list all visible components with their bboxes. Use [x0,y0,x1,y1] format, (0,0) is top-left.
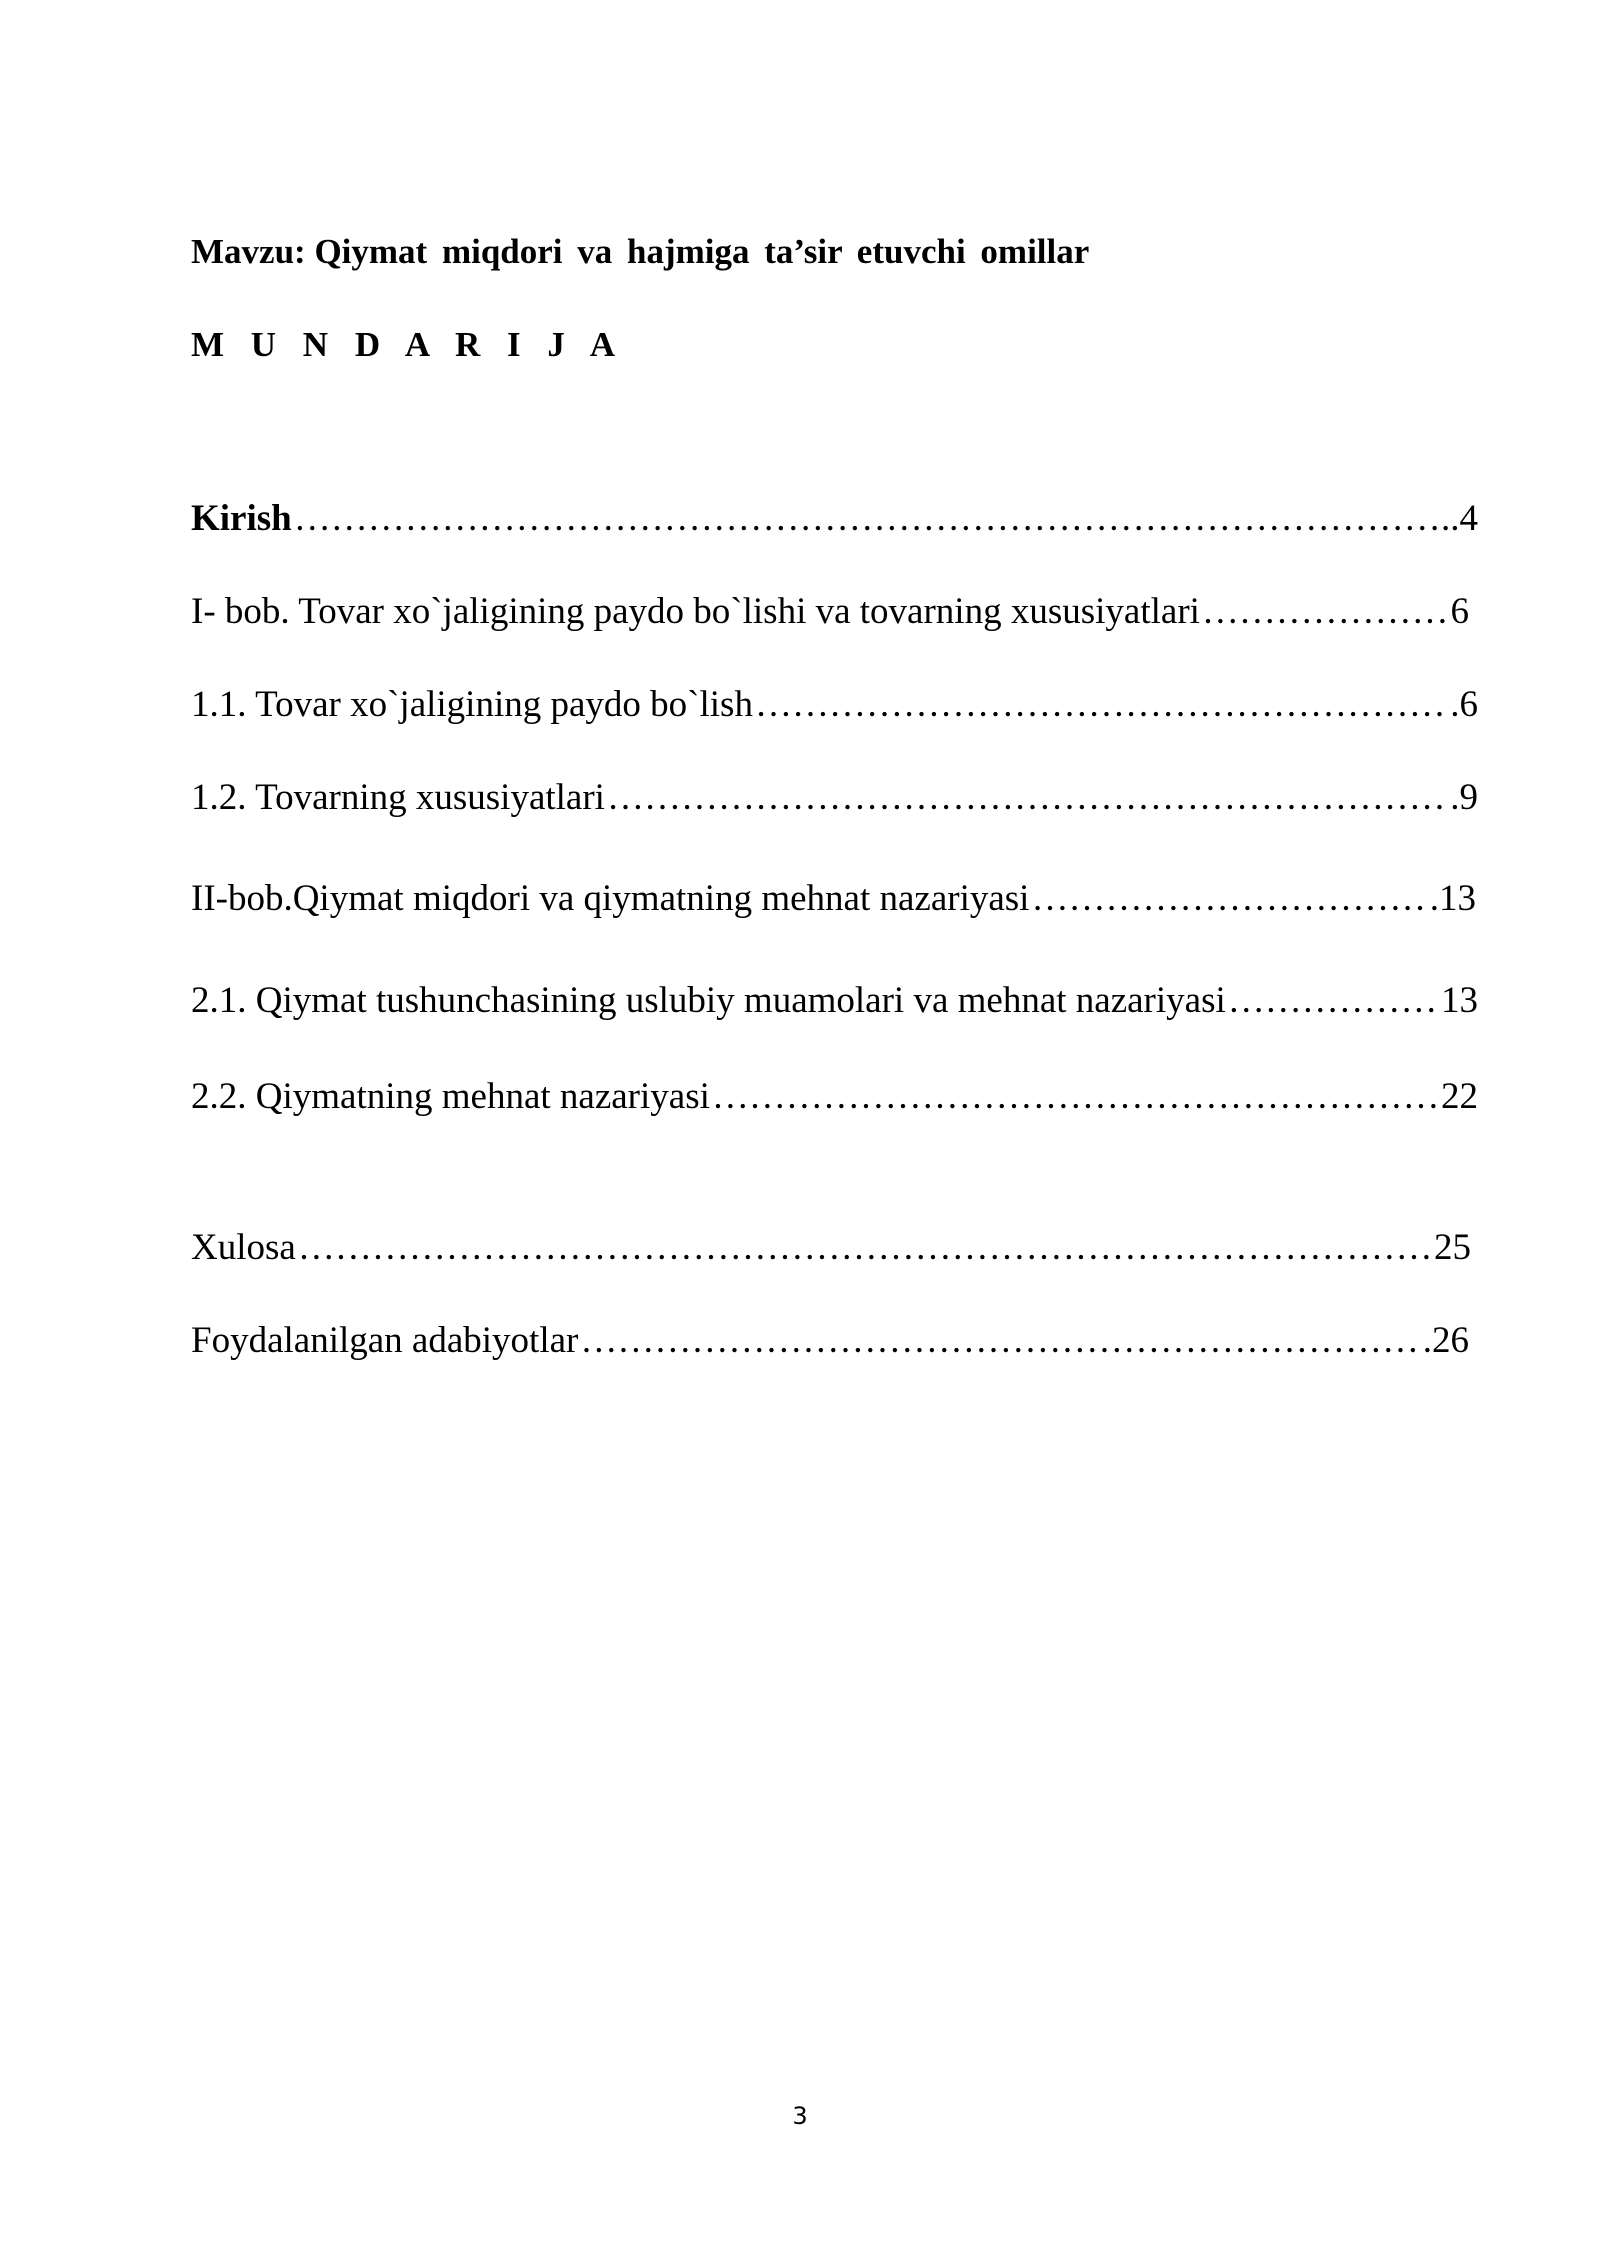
topic-label: Mavzu: [191,232,306,271]
toc-entry-label: I- bob. Tovar xo`jaligining paydo bo`lishi va tovarning xususiyatlari [191,591,1200,632]
toc-entry-page: .26 [1422,1320,1469,1361]
toc-entry-page: 13 [1441,980,1478,1021]
toc-entry-label: 2.1. Qiymat tushunchasining uslubiy muamolari va mehnat nazariyasi [191,980,1226,1021]
toc-entry-label: II-bob.Qiymat miqdori va qiymatning mehnat nazariyasi [191,878,1030,919]
toc-entry-references [191,1319,1469,1362]
toc-dot-leader [607,776,1448,819]
toc-entry-2-1 [191,979,1478,1022]
toc-entry-label: 2.2. Qiymatning mehnat nazariyasi [191,1076,710,1117]
topic-title [191,232,1089,272]
toc-dot-leader [1228,979,1439,1022]
page-number: 3 [792,2102,808,2130]
toc-entry-page: .13 [1429,878,1476,919]
toc-entry-label: 1.1. Tovar xo`jaligining paydo bo`lish [191,684,753,725]
contents-heading: M U N D A R I J A [191,325,625,364]
toc-entry-chapter-1 [191,590,1469,633]
toc-dot-leader [712,1075,1439,1118]
topic-text: Qiymat miqdori va hajmiga ta’sir etuvchi omillar [314,232,1090,271]
toc-entry-1-1 [191,683,1478,726]
toc-entry-page: .6 [1450,684,1478,725]
toc-dot-leader [294,497,1439,540]
toc-dot-leader [298,1226,1432,1269]
toc-dot-leader [1031,877,1427,920]
toc-dot-leader [1202,590,1449,633]
toc-entry-chapter-2 [191,877,1476,920]
toc-entry-kirish [191,497,1478,540]
toc-dot-leader [755,683,1448,726]
toc-entry-label: Foydalanilgan adabiyotlar [191,1320,579,1361]
toc-entry-page: 22 [1441,1076,1478,1117]
toc-dot-leader [580,1319,1420,1362]
toc-entry-page: .9 [1450,777,1478,818]
toc-entry-label: Kirish [191,498,292,539]
toc-entry-page: ..4 [1441,498,1478,539]
toc-entry-label: 1.2. Tovarning xususiyatlari [191,777,605,818]
toc-entry-xulosa [191,1226,1471,1269]
toc-entry-page: 6 [1450,591,1469,632]
toc-entry-2-2 [191,1075,1478,1118]
toc-entry-1-2 [191,776,1478,819]
toc-entry-label: Xulosa [191,1227,296,1268]
toc-entry-page: 25 [1434,1227,1471,1268]
